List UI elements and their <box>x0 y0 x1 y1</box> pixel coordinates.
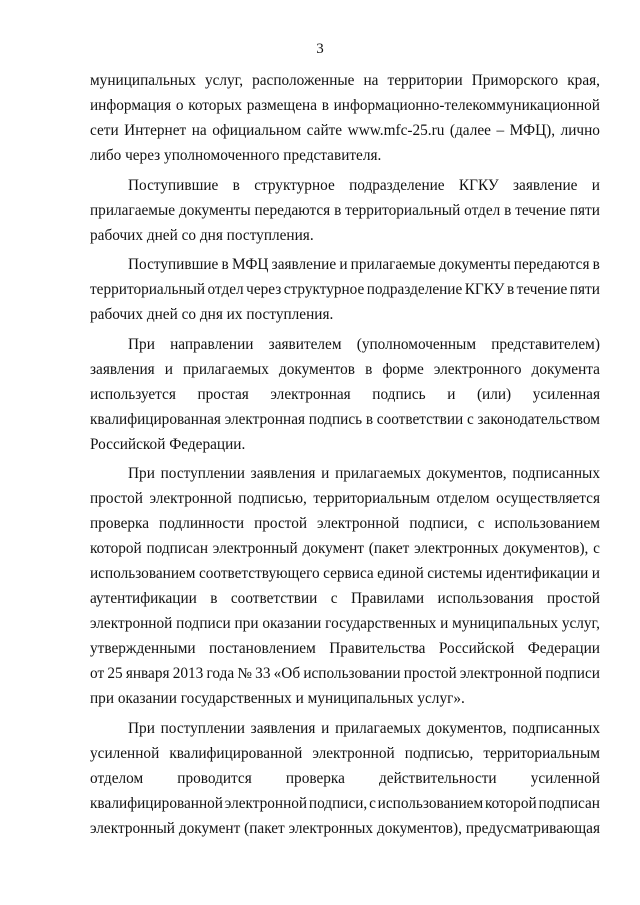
text-line: от 25 января 2013 года № 33 «Об использовании простой электронной подписи <box>90 665 600 682</box>
page-number: 3 <box>316 41 324 57</box>
text-line: прилагаемые документы передаются в территориальный отдел в течение пяти <box>90 202 600 219</box>
text-line: рабочих дней со дня их поступления. <box>90 306 334 323</box>
text-line: Поступившие в МФЦ заявление и прилагаемые документы передаются в <box>128 256 600 273</box>
text-line: утвержденными постановлением Правительства Российской Федерации <box>90 640 600 657</box>
text-line: либо через уполномоченного представителя. <box>90 147 382 164</box>
text-line: при оказании государственных и муниципальных услуг». <box>90 690 465 707</box>
text-line: квалифицированной электронной подписи, с использованием которой подписан <box>90 795 600 812</box>
text-line: усиленной квалифицированной электронной подписью, территориальным <box>90 745 600 762</box>
text-line: электронной подписи при оказании государственных и муниципальных услуг, <box>90 615 600 632</box>
text-line: территориальный отдел через структурное подразделение КГКУ в течение пяти <box>90 281 600 298</box>
text-line: При поступлении заявления и прилагаемых документов, подписанных <box>128 720 600 737</box>
text-line: электронный документ (пакет электронных документов), предусматривающая <box>90 820 600 837</box>
text-line: которой подписан электронный документ (пакет электронных документов), с <box>90 540 600 557</box>
text-line: При направлении заявителем (уполномоченным представителем) <box>128 336 600 353</box>
text-line: Поступившие в структурное подразделение КГКУ заявление и <box>128 177 600 194</box>
text-line: использованием соответствующего сервиса единой системы идентификации и <box>90 565 600 582</box>
text-line: Российской Федерации. <box>90 436 246 453</box>
text-line: проверка подлинности простой электронной подписи, с использованием <box>90 515 600 532</box>
text-line: отделом проводится проверка действительности усиленной <box>90 770 600 787</box>
text-line: заявления и прилагаемых документов в форме электронного документа <box>90 361 600 378</box>
text-line: простой электронной подписью, территориальным отделом осуществляется <box>90 490 600 507</box>
text-line: информация о которых размещена в информационно-телекоммуникационной <box>90 97 600 114</box>
text-line: сети Интернет на официальном сайте www.mfc-25.ru (далее – МФЦ), лично <box>90 122 600 139</box>
text-line: используется простая электронная подпись и (или) усиленная <box>90 386 600 403</box>
text-line: квалифицированная электронная подпись в соответствии с законодательством <box>90 411 600 428</box>
text-line: муниципальных услуг, расположенные на территории Приморского края, <box>90 72 600 89</box>
text-line: рабочих дней со дня поступления. <box>90 227 314 244</box>
text-line: При поступлении заявления и прилагаемых документов, подписанных <box>128 465 600 482</box>
text-line: аутентификации в соответствии с Правилами использования простой <box>90 590 600 607</box>
